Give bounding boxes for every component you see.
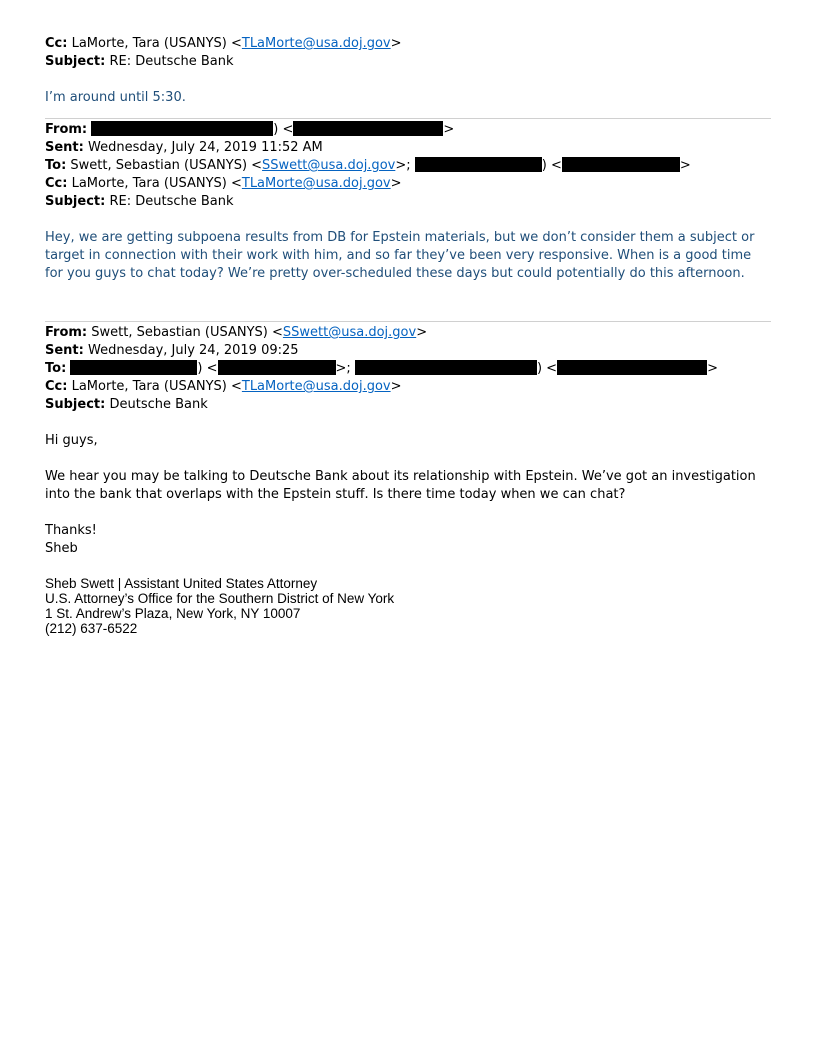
sent-line bbox=[45, 342, 771, 360]
cc-line bbox=[45, 175, 771, 193]
to-label: To: bbox=[45, 158, 67, 173]
cc-line bbox=[45, 378, 771, 396]
sent-label: Sent: bbox=[45, 343, 84, 358]
to-email-link[interactable]: SSwett@usa.doj.gov bbox=[262, 158, 396, 173]
message-divider bbox=[45, 118, 771, 119]
to-sep: >; bbox=[395, 158, 411, 173]
from-label: From: bbox=[45, 325, 88, 340]
reply-body: I’m around until 5:30. bbox=[45, 90, 186, 105]
redaction-block bbox=[70, 360, 197, 375]
subject-label: Subject: bbox=[45, 397, 106, 412]
from-line bbox=[45, 324, 771, 342]
sent-label: Sent: bbox=[45, 140, 84, 155]
cc-email-link[interactable]: TLaMorte@usa.doj.gov bbox=[241, 379, 391, 394]
message-body: Hey, we are getting subpoena results from DB for Epstein materials, but we don’t consider them a subject or target in connection with their work with him, and so far they’ve been very responsive. When is a good time for you guys to chat today? We’re pretty over-scheduled these days but could potentially do this afternoon. bbox=[45, 230, 755, 281]
message-divider bbox=[45, 321, 771, 322]
signature-office: U.S. Attorney’s Office for the Southern District of New York bbox=[45, 591, 395, 606]
cc-label: Cc: bbox=[45, 176, 68, 191]
redaction-block bbox=[91, 121, 273, 136]
redaction-block bbox=[355, 360, 537, 375]
subject-value: Deutsche Bank bbox=[109, 397, 208, 412]
to-label: To: bbox=[45, 361, 67, 376]
subject-line bbox=[45, 396, 771, 414]
cc-label: Cc: bbox=[45, 379, 68, 394]
from-close: > bbox=[416, 325, 428, 340]
redaction-block bbox=[562, 157, 680, 172]
to-mid: ) < bbox=[536, 361, 558, 376]
cc-email-link[interactable]: TLaMorte@usa.doj.gov bbox=[241, 36, 391, 51]
subject-label: Subject: bbox=[45, 54, 106, 69]
signature-phone: (212) 637-6522 bbox=[45, 621, 138, 636]
cc-close: > bbox=[390, 379, 402, 394]
cc-name: LaMorte, Tara (USANYS) < bbox=[71, 379, 242, 394]
sent-line bbox=[45, 139, 771, 157]
email-document bbox=[45, 35, 771, 636]
to-mid: ) < bbox=[197, 361, 218, 376]
subject-value: RE: Deutsche Bank bbox=[109, 54, 234, 69]
from-close: > bbox=[443, 122, 455, 137]
from-line bbox=[45, 121, 771, 139]
to-line bbox=[45, 360, 771, 378]
to-close: > bbox=[707, 361, 718, 376]
to-name: Swett, Sebastian (USANYS) < bbox=[70, 158, 263, 173]
message-body: We hear you may be talking to Deutsche Bank about its relationship with Epstein. We’ve got an investigation into the bank that overlaps with the Epstein stuff. Is there time today when we can chat? bbox=[45, 469, 756, 502]
redaction-block bbox=[293, 121, 443, 136]
signature-address: 1 St. Andrew’s Plaza, New York, NY 10007 bbox=[45, 606, 301, 621]
subject-value: RE: Deutsche Bank bbox=[109, 194, 234, 209]
redaction-block bbox=[415, 157, 542, 172]
subject-label: Subject: bbox=[45, 194, 106, 209]
to-line bbox=[45, 157, 771, 175]
from-name: Swett, Sebastian (USANYS) < bbox=[91, 325, 283, 340]
signature-title: Sheb Swett | Assistant United States Attorney bbox=[45, 576, 318, 591]
to-close: > bbox=[679, 158, 691, 173]
cc-name: LaMorte, Tara (USANYS) < bbox=[71, 176, 242, 191]
to-mid: ) < bbox=[541, 158, 562, 173]
subject-line bbox=[45, 193, 771, 211]
cc-label: Cc: bbox=[45, 36, 68, 51]
closing-thanks: Thanks! bbox=[45, 523, 97, 538]
email-signature bbox=[45, 576, 771, 636]
cc-email-link[interactable]: TLaMorte@usa.doj.gov bbox=[241, 176, 391, 191]
closing-name: Sheb bbox=[45, 541, 78, 556]
from-mid: ) < bbox=[273, 122, 294, 137]
cc-name: LaMorte, Tara (USANYS) < bbox=[71, 36, 242, 51]
from-email-link[interactable]: SSwett@usa.doj.gov bbox=[282, 325, 417, 340]
greeting: Hi guys, bbox=[45, 433, 98, 448]
from-label: From: bbox=[45, 122, 88, 137]
cc-close: > bbox=[390, 176, 402, 191]
redaction-block bbox=[557, 360, 707, 375]
to-sep: >; bbox=[335, 361, 351, 376]
sent-value: Wednesday, July 24, 2019 09:25 bbox=[88, 343, 299, 358]
sent-value: Wednesday, July 24, 2019 11:52 AM bbox=[88, 140, 323, 155]
cc-line bbox=[45, 35, 771, 53]
subject-line bbox=[45, 53, 771, 71]
redaction-block bbox=[218, 360, 336, 375]
cc-close: > bbox=[390, 36, 402, 51]
